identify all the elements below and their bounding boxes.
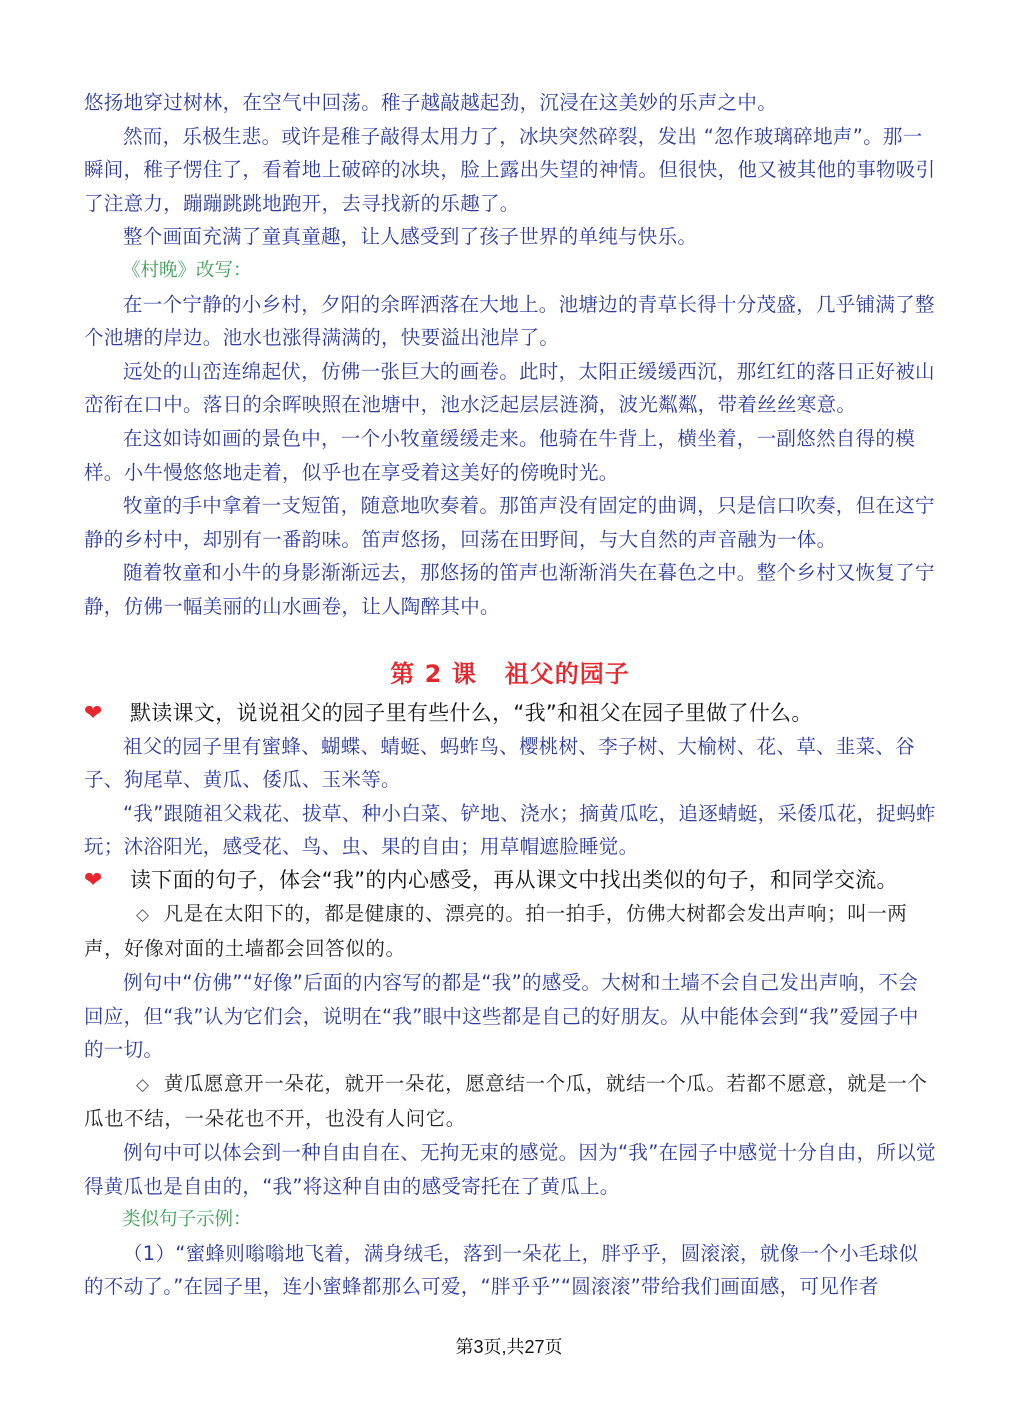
question-text: 读下面的句子，体会“我”的内心感受，再从课文中找出类似的句子，和同学交流。 [130,867,898,892]
diamond-bullet-icon: ◇ [136,904,150,925]
paragraph: 悠扬地穿过树林，在空气中回荡。稚子越敲越起劲，沉浸在这美妙的乐声之中。 [84,91,778,114]
cunwan-paragraph: 在一个宁静的小乡村，夕阳的余晖洒落在大地上。池塘边的青草长得十分茂盛，几乎铺满了整个池塘的岸边。池水也涨得满满的，快要溢出池岸了。 [84,292,935,350]
page-footer: 第3页,共27页 [455,1337,563,1357]
lesson-number: 第 2 课 [390,659,477,688]
question-2 [84,864,936,897]
paragraph: 整个画面充满了童真童趣，让人感受到了孩子世界的单纯与快乐。 [123,225,698,249]
similar-heading: 类似句子示例： [122,1209,252,1231]
cunwan-paragraph: 牧童的手中拿着一支短笛，随意地吹奏着。那笛声没有固定的曲调，只是信口吹奏，但在这宁静的乡村中，却别有一番韵味。笛声悠扬，回荡在田野间，与大自然的声音融为一体。 [84,494,935,551]
document-page [84,86,936,1304]
quote-text: 凡是在太阳下的，都是健康的、漂亮的。拍一拍手，仿佛大树都会发出声响；叫一两声，好像对面的土墙都会回答似的。 [84,901,908,961]
lesson-name: 祖父的园子 [504,659,630,688]
lesson-title [84,657,936,691]
heart-icon: ❤ [84,867,103,893]
question-text: 默读课文，说说祖父的园子里有些什么，“我”和祖父在园子里做了什么。 [130,700,813,725]
cunwan-heading: 《村晚》改写： [122,259,252,281]
quote-sentence [84,1067,936,1136]
answer-paragraph: “我”跟随祖父栽花、拔草、种小白菜、铲地、浇水；摘黄瓜吃，追逐蜻蜓，采倭瓜花，捉蚂蚱玩；沐浴阳光，感受花、鸟、虫、果的自由；用草帽遮脸睡觉。 [84,801,936,859]
cunwan-paragraph: 远处的山峦连绵起伏，仿佛一张巨大的画卷。此时，太阳正缓缓西沉，那红红的落日正好被山峦衔在口中。落日的余晖映照在池塘中，池水泛起层层涟漪，波光粼粼，带着丝丝寒意。 [84,359,935,417]
heart-icon: ❤ [84,700,103,726]
analysis-paragraph: 例句中可以体会到一种自由自在、无拘无束的感觉。因为“我”在园子中感觉十分自由，所以觉得黄瓜也是自由的，“我”将这种自由的感受寄托在了黄瓜上。 [84,1141,936,1198]
quote-sentence [84,897,936,966]
cunwan-paragraph: 随着牧童和小牛的身影渐渐远去，那悠扬的笛声也渐渐消失在暮色之中。整个乡村又恢复了宁静，仿佛一幅美丽的山水画卷，让人陶醉其中。 [84,561,935,618]
example-paragraph: （1）“蜜蜂则嗡嗡地飞着，满身绒毛，落到一朵花上，胖乎乎，圆滚滚，就像一个小毛球似的不动了。”在园子里，连小蜜蜂都那么可爱，“胖乎乎”“圆滚滚”带给我们画面感，可见作者 [84,1241,919,1299]
analysis-paragraph: 例句中“仿佛”“好像”后面的内容写的都是“我”的感受。大树和土墙不会自己发出声响，不会回应，但“我”认为它们会，说明在“我”眼中这些都是自己的好朋友。从中能体会到“我”爱园子中的一切。 [84,971,919,1062]
question-1 [84,697,936,730]
diamond-bullet-icon: ◇ [136,1074,150,1095]
answer-paragraph: 祖父的园子里有蜜蜂、蝴蝶、蜻蜓、蚂蚱鸟、樱桃树、李子树、大榆树、花、草、韭菜、谷子、狗尾草、黄瓜、倭瓜、玉米等。 [84,734,916,792]
quote-text: 黄瓜愿意开一朵花，就开一朵花，愿意结一个瓜，就结一个瓜。若都不愿意，就是一个瓜也不结，一朵花也不开，也没有人问它。 [84,1071,928,1131]
cunwan-paragraph: 在这如诗如画的景色中，一个小牧童缓缓走来。他骑在牛背上，横坐着，一副悠然自得的模样。小牛慢悠悠地走着，似乎也在享受着这美好的傍晚时光。 [84,426,916,484]
paragraph: 然而，乐极生悲。或许是稚子敲得太用力了，冰块突然碎裂，发出 “忽作玻璃碎地声”。那一瞬间，稚子愣住了，看着地上破碎的冰块，脸上露出失望的神情。但很快，他又被其他的事物吸引了注意力，蹦蹦跳跳地跑开，去寻找新的乐趣了。 [84,124,936,215]
